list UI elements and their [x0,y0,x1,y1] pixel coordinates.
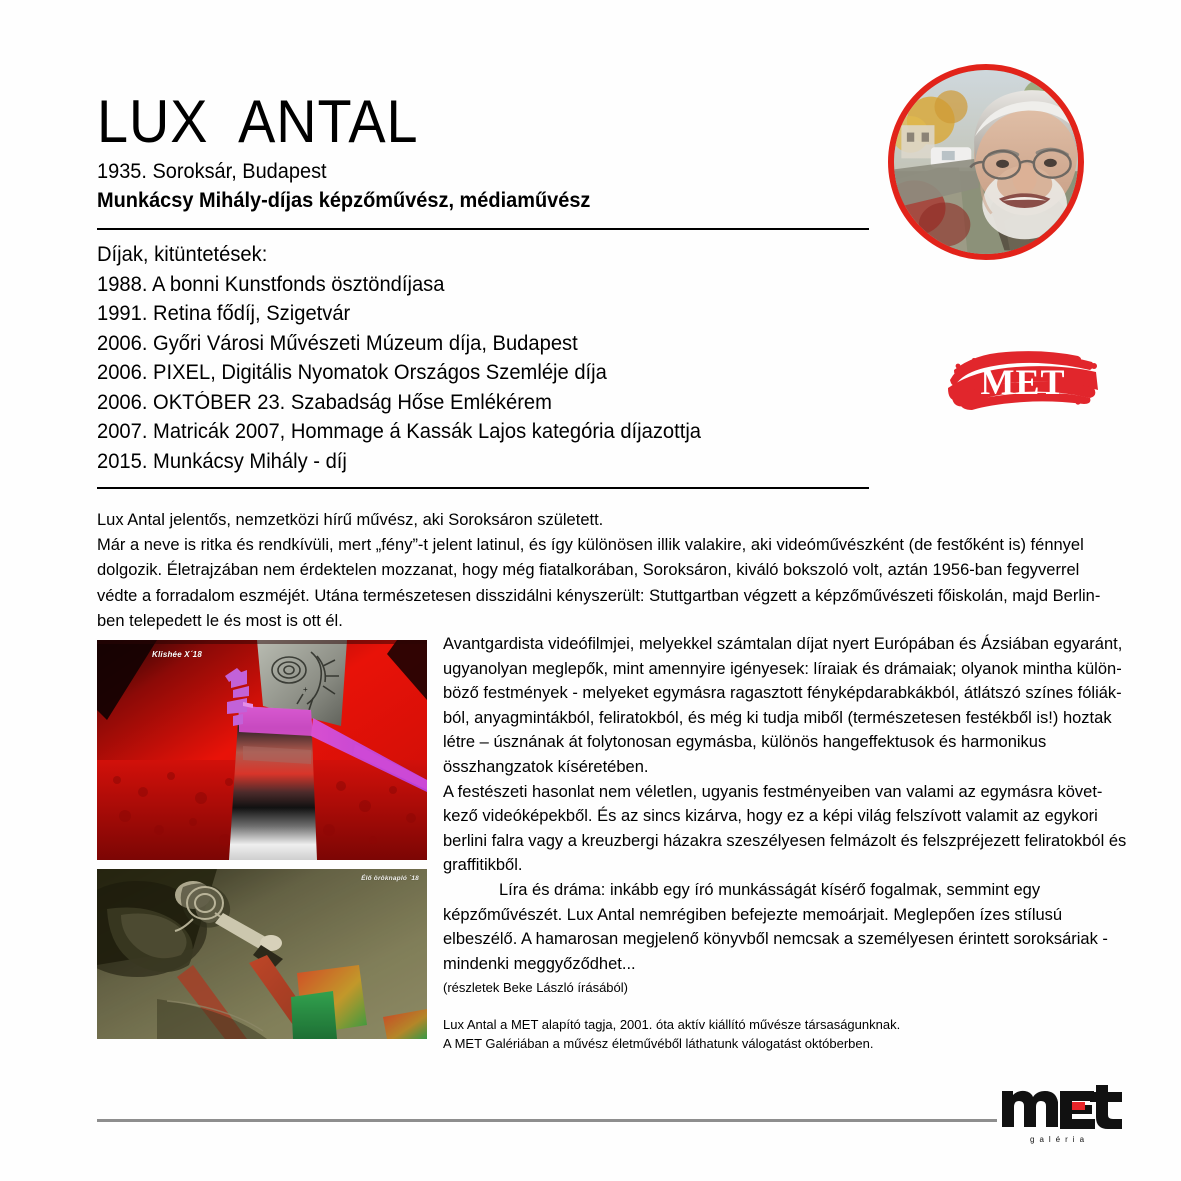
body-line: böző festmények - melyeket egymásra ragasztott fényképdarabkákból, átlátszó színes fóliák- [443,684,1122,703]
title-block [97,88,857,214]
met-galeria-logo [1000,1085,1126,1147]
awards-heading: Díjak, kitüntetések: [97,243,268,266]
intro-line: ben telepedett le és most is ott él. [97,611,343,630]
met-stamp-graphic [944,340,1102,418]
artwork-image-1 [97,640,427,860]
divider-middle [97,487,869,489]
awards-list [97,240,887,476]
body-line: graffitikből. [443,856,523,875]
met-note-line: A MET Galériában a művész életművéből láthatunk válogatást októberben. [443,1035,874,1051]
met-note-line: Lux Antal a MET alapító tagja, 2001. óta aktív kiállító művésze társaságunknak. [443,1017,901,1032]
body-line: elbeszélő. A hamarosan megjelenő könyvből nemcsak a személyesen érintett soroksáriak - [443,930,1108,949]
met-galeria-logo-graphic [1000,1085,1126,1147]
met-stamp [944,340,1102,418]
artwork-2-caption: Élő öröknapló ´18 [361,875,419,882]
body-line [443,878,1101,903]
body-text-column [443,632,1127,976]
intro-line: Már a neve is ritka és rendkívüli, mert „fény”-t jelent latinul, és így különösen illik valakire, aki videóművészként (de festőként is) fénnyel [97,536,1084,555]
body-paragraph-3 [443,878,1108,976]
artwork-1-graphic [97,640,427,860]
artwork-1-caption: Klishée X´18 [152,650,202,659]
award-item: 1988. A bonni Kunstfonds ösztöndíjasa [97,272,445,296]
svg-text:+: + [303,685,308,694]
body-paragraph-1 [443,632,1123,780]
intro-line: védte a forradalom eszméjét. Utána természetesen disszidálni kényszerült: Stuttgartban végzett a képzőművészeti főiskolán, majd Berlin- [97,586,1101,605]
award-item: 2006. OKTÓBER 23. Szabadság Hőse Emlékérem [97,390,552,414]
artist-portrait [888,64,1084,260]
artist-birth-line: 1935. Soroksár, Budapest [97,160,327,183]
portrait-image [894,70,1078,254]
body-line: ból, anyagmintákból, feliratokból, és még ki tudja miből (természetesen festékből is!) hoztak [443,708,1112,727]
source-note: (részletek Beke László írásából) [443,980,628,995]
artist-role-line: Munkácsy Mihály-díjas képzőművész, médiaművész [97,189,591,212]
divider-top [97,228,869,230]
met-note [443,1016,900,1053]
body-paragraph-2 [443,780,1127,878]
award-item: 2006. PIXEL, Digitális Nyomatok Országos Szemléje díja [97,361,607,384]
artwork-2-graphic [97,869,427,1039]
artwork-image-2 [97,869,427,1039]
body-line: A festészeti hasonlat nem véletlen, ugyanis festményeiben van valami az egymásra követ- [443,782,1103,801]
body-line: összhangzatok kíséretében. [443,757,649,776]
page-title: LUX ANTAL [97,88,419,155]
body-line-text: Líra és dráma: inkább egy író munkásságát kísérő fogalmak, semmint egy [499,880,1041,899]
body-line: Avantgardista videófilmjei, melyekkel számtalan díjat nyert Európában és Ázsiában egyaránt, [443,635,1123,653]
intro-paragraph [97,508,1100,634]
body-line: ugyanolyan meglepők, mint amennyire igényesek: líraiak és drámaiak; olyanok mintha külön- [443,659,1122,678]
intro-line: Lux Antal jelentős, nemzetközi hírű művész, aki Soroksáron született. [97,511,604,529]
body-line [443,730,1101,755]
body-line-text: létre – úsznának át folytonosan egymásba, különös hangeffektusok és harmonikus [443,733,1047,752]
award-item: 1991. Retina fődíj, Szigetvár [97,302,351,325]
met-stamp-text: MET [980,362,1066,402]
body-line: képzőművészét. Lux Antal nemrégiben befejezte memoárjait. Meglepően ízes stílusú [443,905,1063,924]
intro-line: dolgozik. Életrajzában nem érdektelen mozzanat, hogy még fiatalkorában, Soroksáron, kiváló bokszoló volt, aztán 1956-ban fegyverrel [97,561,1080,580]
body-line: berlini falra vagy a kreuzbergi házakra szeszélyesen felmázolt és felszpréjezett feliratokból és [443,831,1127,850]
body-line: mindenki meggyőződhet... [443,954,636,973]
logo-red-accent [1072,1102,1085,1110]
logo-subtitle: galéria [1030,1135,1090,1144]
body-line: kező videóképekből. És az sincs kizárva, hogy ez a képi világ felszívott valamit az egykori [443,807,1098,826]
award-item: 2006. Győri Városi Művészeti Múzeum díja, Budapest [97,331,578,355]
award-item: 2007. Matricák 2007, Hommage á Kassák Lajos kategória díjazottja [97,420,702,443]
divider-bottom [97,1119,997,1122]
award-item: 2015. Munkácsy Mihály - díj [97,449,347,473]
